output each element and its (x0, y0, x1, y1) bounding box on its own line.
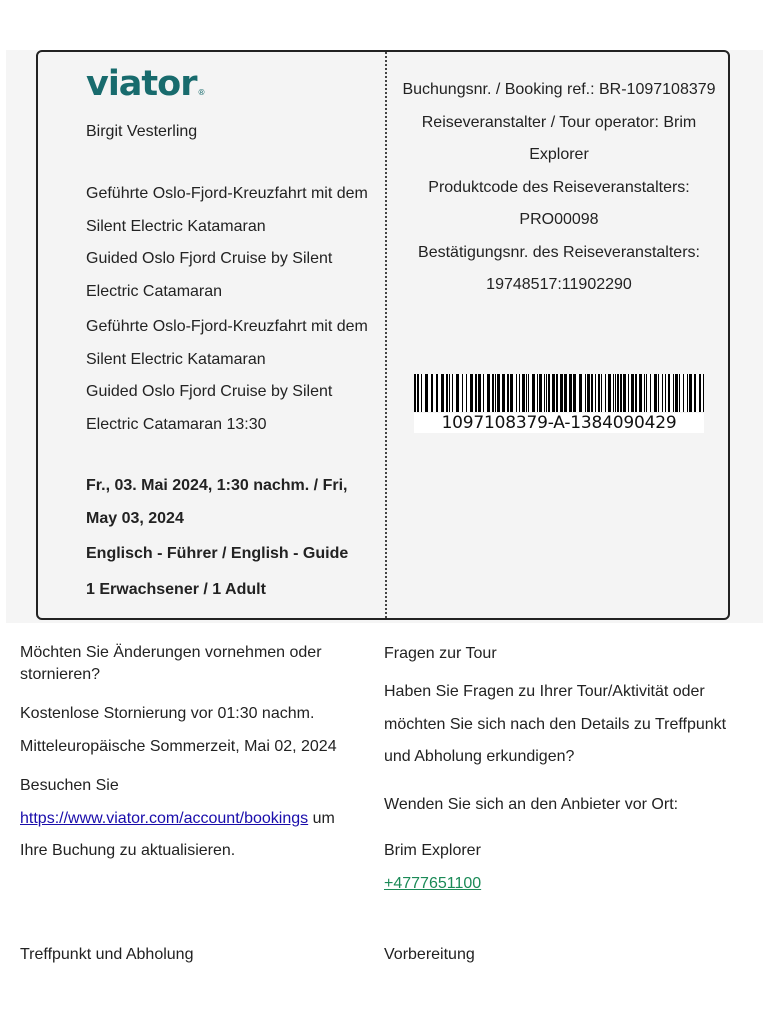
viator-logo (86, 64, 205, 104)
manage-booking-line (20, 808, 370, 830)
questions-heading: Fragen zur Tour (384, 645, 497, 662)
product-title-de: Geführte Oslo-Fjord-Kreuzfahrt mit dem Silent Electric Katamaran (86, 185, 368, 235)
customer-name: Birgit Vesterling (86, 123, 198, 140)
confirmation-number: 19748517:11902290 (486, 276, 632, 293)
product-title-en: Guided Oslo Fjord Cruise by Silent Electric Catamaran (86, 250, 333, 300)
ticket-card (36, 50, 730, 620)
product-code-label: Produktcode des Reiseveranstalters: (428, 178, 690, 196)
logo-registered-mark: ® (197, 88, 206, 97)
logo-text: viator (86, 64, 197, 104)
provider-name: Brim Explorer (384, 842, 481, 859)
questions-body: Haben Sie Fragen zu Ihrer Tour/Aktivität oder möchten Sie sich nach den Details zu Treffpunkt und Abholung erkundigen? (384, 683, 727, 765)
tour-date: Fr., 03. Mai 2024, 1:30 nachm. / Fri, May 03, 2024 (86, 477, 348, 527)
booking-ref: Buchungsnr. / Booking ref.: BR-1097108379 (402, 81, 716, 98)
link-suffix: um (308, 810, 335, 827)
traveller-count: 1 Erwachsener / 1 Adult (86, 581, 266, 598)
phone-line (384, 873, 729, 895)
product-code: PRO00098 (519, 211, 599, 228)
update-booking-text: Ihre Buchung zu aktualisieren. (20, 842, 236, 859)
barcode-image (414, 374, 704, 412)
provider-phone-link[interactable]: +4777651100 (384, 875, 482, 892)
changes-heading: Möchten Sie Änderungen vornehmen oder stornieren? (20, 644, 322, 683)
booking-details (400, 74, 718, 302)
cancel-info-time: Kostenlose Stornierung vor 01:30 nachm. (20, 705, 315, 722)
preparation-heading: Vorbereitung (384, 946, 475, 963)
tour-language: Englisch - Führer / English - Guide (86, 545, 349, 562)
confirmation-label: Bestätigungsnr. des Reiseveranstalters: (418, 243, 700, 261)
manage-booking-link[interactable]: https://www.viator.com/account/bookings (20, 810, 309, 827)
tour-operator: Reiseveranstalter / Tour operator: Brim Explorer (421, 113, 697, 163)
product-option-en: Guided Oslo Fjord Cruise by Silent Electric Catamaran 13:30 (86, 383, 333, 433)
ticket-divider (385, 52, 387, 618)
visit-label: Besuchen Sie (20, 777, 119, 794)
barcode-number: 1097108379-A-1384090429 (414, 413, 704, 433)
meeting-pickup-heading: Treffpunkt und Abholung (20, 946, 194, 963)
contact-label: Wenden Sie sich an den Anbieter vor Ort: (384, 796, 679, 813)
product-option-de: Geführte Oslo-Fjord-Kreuzfahrt mit dem Silent Electric Katamaran (86, 318, 368, 368)
cancel-info-date: Mitteleuropäische Sommerzeit, Mai 02, 2024 (20, 738, 337, 755)
